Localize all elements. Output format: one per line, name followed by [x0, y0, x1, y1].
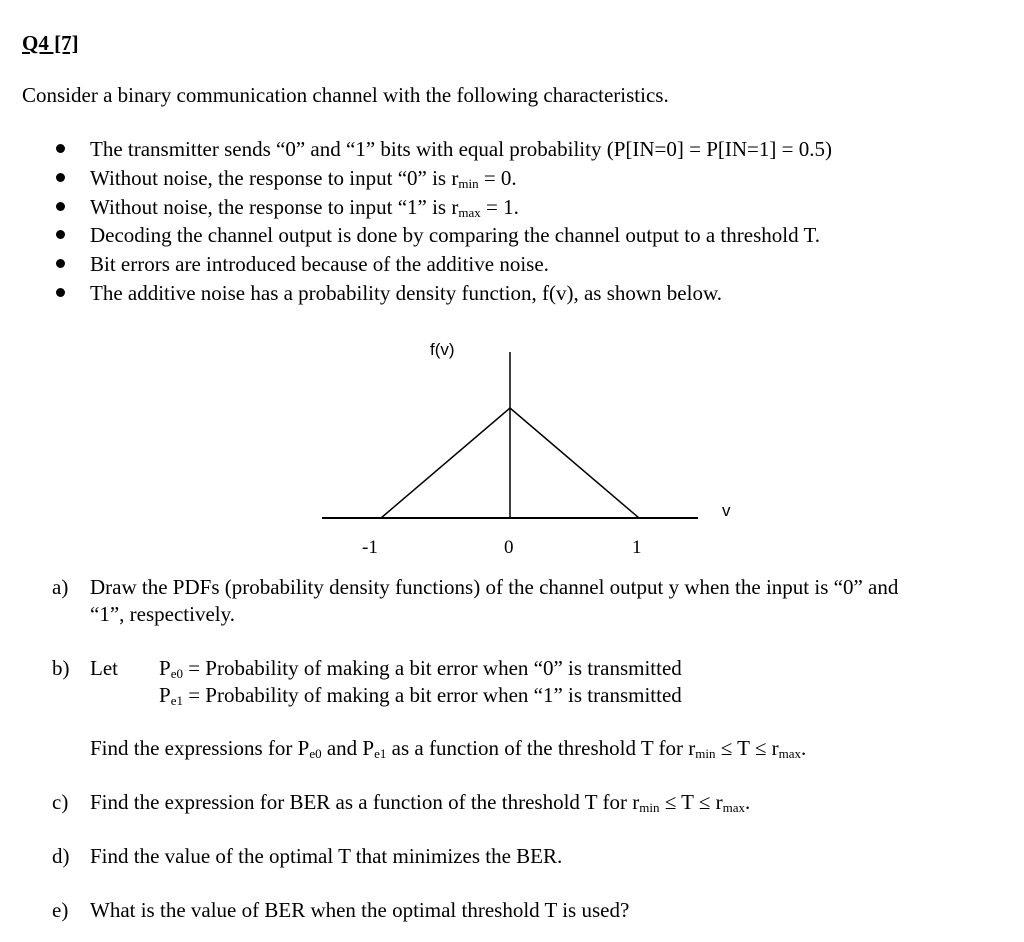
question-b-find: Find the expressions for $P_{e0}$ and $P_{e1}$ as a function of the threshold T for $r_{min} \le T \le r_{max}$.: [90, 736, 807, 761]
tick-label-neg1: -1: [362, 537, 378, 558]
question-d-text: Find the value of the optimal T that minimizes the BER.: [90, 844, 563, 868]
bullet-item: The transmitter sends “0” and “1” bits with equal probability (P[IN=0] = P[IN=1] = 0.5): [90, 137, 832, 161]
bullet-item: Bit errors are introduced because of the additive noise.: [90, 252, 549, 276]
question-heading: Q4 [7]: [22, 31, 79, 55]
intro-text: Consider a binary communication channel with the following characteristics.: [22, 83, 669, 107]
question-b-label: b): [52, 656, 70, 680]
bullet-item: The additive noise has a probability density function, f(v), as shown below.: [90, 281, 722, 305]
question-b-let: Let: [90, 656, 118, 680]
question-a-text: Draw the PDFs (probability density functions) of the channel output y when the input is “0” and: [90, 575, 899, 599]
bullet-item: Without noise, the response to input “0” is $r_{min} = 0$.: [90, 166, 517, 191]
question-a-label: a): [52, 575, 69, 599]
x-axis-label: v: [722, 501, 731, 520]
tick-label-1: 1: [632, 537, 642, 558]
bullet-item: Without noise, the response to input “1” is $r_{max} = 1$.: [90, 195, 519, 220]
tick-label-0: 0: [504, 537, 514, 558]
bullet-item: Decoding the channel output is done by comparing the channel output to a threshold T.: [90, 223, 820, 247]
y-axis-label: f(v): [430, 340, 455, 359]
question-c-text: Find the expression for BER as a function of the threshold T for $r_{min} \le T \le r_{max}$.: [90, 790, 751, 815]
question-a-text-cont: “1”, respectively.: [90, 602, 235, 626]
question-d-label: d): [52, 844, 70, 868]
pe1-definition: $P_{e1}$ = Probability of making a bit error when “1” is transmitted: [159, 683, 682, 708]
question-c-label: c): [52, 790, 69, 814]
question-e-label: e): [52, 898, 69, 922]
pe0-definition: $P_{e0}$ = Probability of making a bit error when “0” is transmitted: [159, 656, 682, 681]
question-e-text: What is the value of BER when the optimal threshold T is used?: [90, 898, 630, 922]
